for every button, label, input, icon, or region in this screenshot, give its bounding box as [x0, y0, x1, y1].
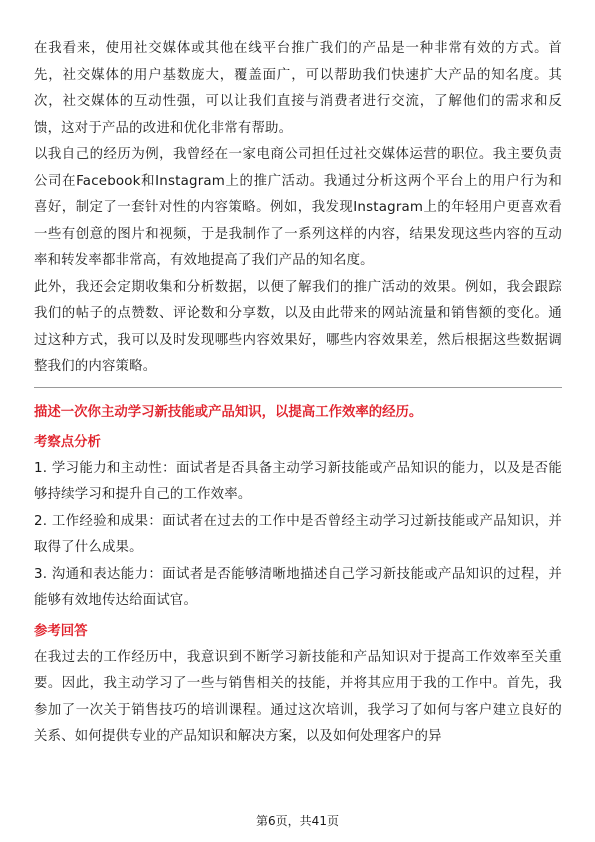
- paragraph: 在我看来，使用社交媒体或其他在线平台推广我们的产品是一种非常有效的方式。首先，社交媒体的用户基数庞大，覆盖面广，可以帮助我们快速扩大产品的知名度。其次，社交媒体的互动性强，可以让我们直接与消费者进行交流，了解他们的需求和反馈，这对于产品的改进和优化非常有帮助。: [34, 41, 562, 136]
- analysis-title: 考察点分析: [34, 434, 101, 450]
- paragraph: 以我自己的经历为例，我曾经在一家电商公司担任过社交媒体运营的职位。我主要负责公司在Facebook和Instagram上的推广活动。我通过分析这两个平台上的用户行为和喜好，制定了一套针对性的内容策略。例如，我发现Instagram上的年轻用户更喜欢看一些有创意的图片和视频，于是我制作了一系列这样的内容，结果发现这些内容的互动率和转发率都非常高，有效地提高了我们产品的知名度。: [34, 147, 562, 268]
- answer-text: 在我过去的工作经历中，我意识到不断学习新技能和产品知识对于提高工作效率至关重要。因此，我主动学习了一些与销售相关的技能，并将其应用于我的工作中。首先，我参加了一次关于销售技巧的培训课程。通过这次培训，我学习了如何与客户建立良好的关系、如何提供专业的产品知识和解决方案，以及如何处理客户的异: [34, 649, 562, 744]
- answer-title: 参考回答: [34, 623, 88, 639]
- page-number: 第6页，共41页: [256, 814, 339, 828]
- section-divider: [34, 387, 562, 388]
- analysis-item: 1. 学习能力和主动性：面试者是否具备主动学习新技能或产品知识的能力，以及是否能够持续学习和提升自己的工作效率。: [34, 460, 562, 502]
- question-heading: 描述一次你主动学习新技能或产品知识，以提高工作效率的经历。: [34, 404, 423, 420]
- page-content: [34, 36, 562, 751]
- paragraph: 此外，我还会定期收集和分析数据，以便了解我们的推广活动的效果。例如，我会跟踪我们的帖子的点赞数、评论数和分享数，以及由此带来的网站流量和销售额的变化。通过这种方式，我可以及时发现哪些内容效果好，哪些内容效果差，然后根据这些数据调整我们的内容策略。: [34, 279, 562, 374]
- analysis-item: 3. 沟通和表达能力：面试者是否能够清晰地描述自己学习新技能或产品知识的过程，并能够有效地传达给面试官。: [34, 566, 562, 608]
- analysis-item: 2. 工作经验和成果：面试者在过去的工作中是否曾经主动学习过新技能或产品知识，并取得了什么成果。: [34, 513, 562, 555]
